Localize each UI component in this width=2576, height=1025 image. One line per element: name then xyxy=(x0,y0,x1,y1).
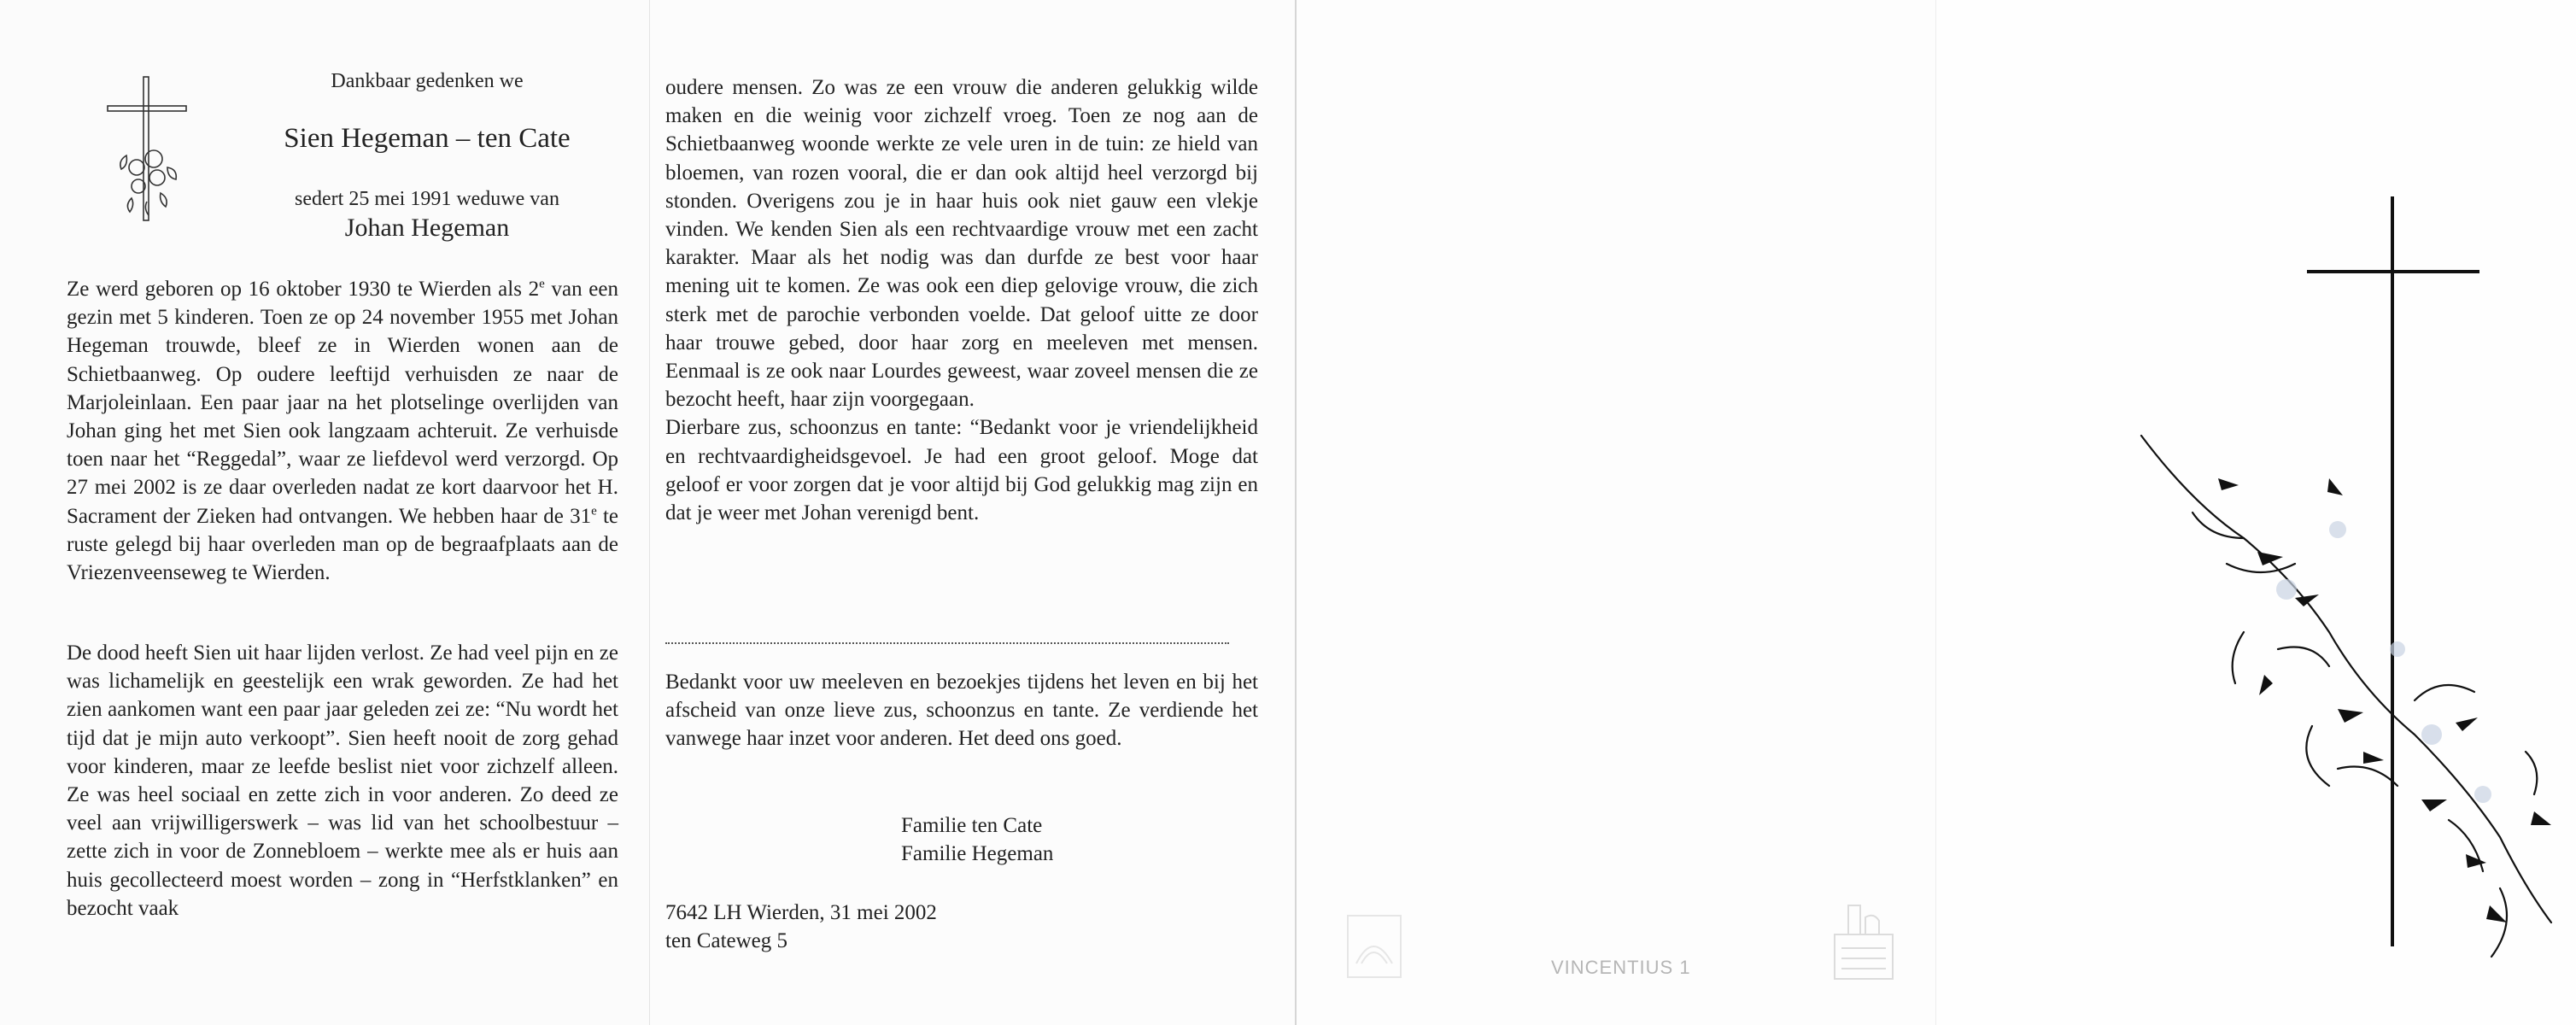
card-panel-front xyxy=(1935,0,2576,1025)
deceased-name: Sien Hegeman – ten Cate xyxy=(284,123,571,154)
card-panel-left xyxy=(0,0,649,1025)
cross-with-ivy-icon xyxy=(1936,0,2576,1025)
bio-text-c: te ruste gelegd bij haar overleden man op de begraafplaats aan de Vriezenveenseweg te Wierden. xyxy=(67,504,618,585)
bio-text-a: Ze werd geboren op 16 oktober 1930 te Wierden als 2 xyxy=(67,278,540,301)
address-block xyxy=(665,899,1007,955)
address-date-line: 7642 LH Wierden, 31 mei 2002 xyxy=(665,901,937,924)
printer-logo-icon xyxy=(1831,900,1896,982)
intro-line: Dankbaar gedenken we xyxy=(331,70,524,92)
bio-text-b: van een gezin met 5 kinderen. Toen ze op 24 november 1955 met Johan Hegeman trouwde, bleef ze in Wierden wonen aan de Schietbaanweg. Op oudere leeftijd verhuisden ze naar de Marjoleinlaan. Een paar jaar na het plotselinge overlijden van Johan ging het met Sien ook langzaam achteruit. Ze verhuisde toen naar het “Reggedal”, waar ze liefdevol werd verzorgd. Op 27 mei 2002 is ze daar overleden nadat ze kort daarvoor het H. Sacrament der Zieken had ontvangen. We hebben haar de 31 xyxy=(67,278,618,528)
farewell-text: Dierbare zus, schoonzus en tante: “Bedankt voor je vriendelijkheid en rechtvaardigheidsgevoel. Je had een groot geloof. Moge dat geloof er voor zorgen dat je voor altijd bij God gelukkig mag zijn en dat je weer met Johan verenigd bent. xyxy=(665,416,1258,525)
thanks-paragraph xyxy=(665,668,1258,753)
address-street-line: ten Cateweg 5 xyxy=(665,929,788,952)
biography-paragraph xyxy=(67,275,618,587)
family-signature xyxy=(901,811,1243,868)
widow-since-line: sedert 25 mei 1991 weduwe van xyxy=(295,188,559,210)
continued-paragraphs xyxy=(665,73,1258,527)
ordinal-suffix: e xyxy=(539,277,545,291)
card-panel-back xyxy=(1295,0,1935,1025)
life-text: De dood heeft Sien uit haar lijden verlost. Ze had veel pijn en ze was lichamelijk en geestelijk een wrak geworden. Ze had het zien aankomen want een paar jaar geleden zei ze: “Nu wordt het tijd dat je mijn auto verkoopt”. Sien heeft nooit de zorg gehad voor kinderen, maar ze leefde beslist niet voor zichzelf alleen. Ze was heel sociaal en zette zich in voor anderen. Zo deed ze veel aan vrijwilligerswerk – was lid van het schoolbestuur – zette zich in voor de Zonnebloem – werkte mee als er huis aan huis gecollecteerd moest worden – zong in “Herfstklanken” en bezocht vaak xyxy=(67,641,618,920)
signature-line: Familie ten Cate xyxy=(901,814,1043,837)
signature-line: Familie Hegeman xyxy=(901,842,1054,865)
printer-emblem-icon xyxy=(1344,912,1404,981)
printer-mark: VINCENTIUS 1 xyxy=(1551,957,1691,978)
character-text: oudere mensen. Zo was ze een vrouw die anderen gelukkig wilde maken en die weinig voor zichzelf vroeg. Toen ze nog aan de Schietbaanweg woonde werkte ze vele uren in de tuin: ze hield van bloemen, van rozen vooral, die er dan ook altijd heel verzorgd bij stonden. Overigens zou je in haar huis ook niet gauw een vlekje vinden. We kenden Sien als een rechtvaardige vrouw met een zacht karakter. Maar als het nodig was dan durfde ze best voor haar mening uit te komen. Ze was ook een diep gelovige vrouw, die zich sterk met de parochie verbonden voelde. Dat geloof uitte ze door haar trouwe gebed, door haar zorg en meeleven met mensen. Eenmaal is ze ook naar Lourdes geweest, waar zoveel mensen die ze bezocht heeft, haar zijn voorgegaan. xyxy=(665,76,1258,412)
husband-name: Johan Hegeman xyxy=(344,214,510,242)
thanks-text: Bedankt voor uw meeleven en bezoekjes tijdens het leven en bij het afscheid van onze lieve zus, schoonzus en tante. Ze verdiende het vanwege haar inzet voor anderen. Het deed ons goed. xyxy=(665,671,1258,751)
cross-with-roses-icon xyxy=(101,73,195,227)
life-paragraph xyxy=(67,639,618,922)
card-panel-right-text xyxy=(649,0,1295,1025)
ordinal-suffix: e xyxy=(591,504,597,518)
dotted-divider xyxy=(665,642,1229,644)
